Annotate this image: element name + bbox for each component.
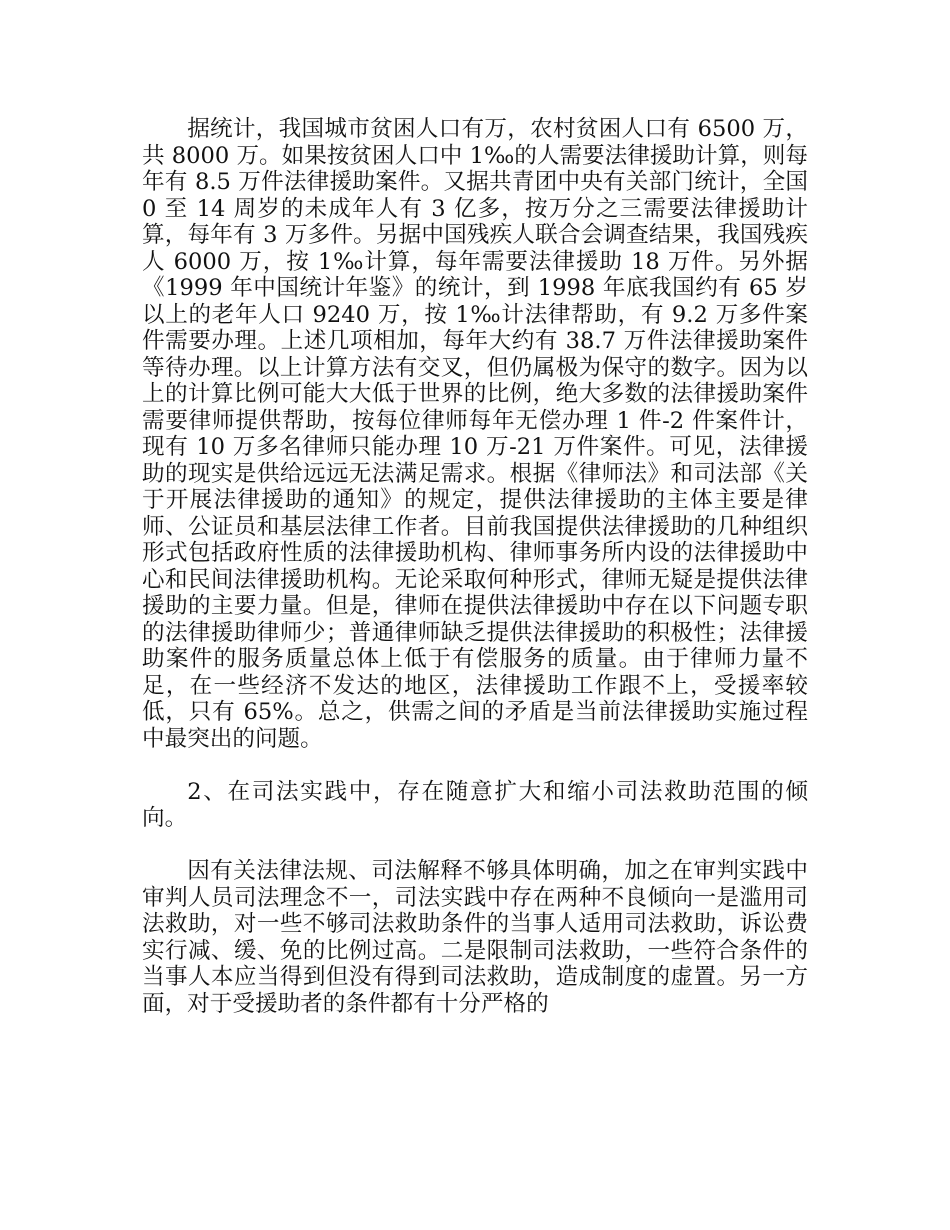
document-body bbox=[142, 116, 808, 1017]
paragraph-heading-2: 2、在司法实践中，存在随意扩大和缩小司法救助范围的倾向。 bbox=[142, 778, 808, 831]
paragraph-judicial-practice: 因有关法律法规、司法解释不够具体明确，加之在审判实践中审判人员司法理念不一，司法实践中存在两种不良倾向一是滥用司法救助，对一些不够司法救助条件的当事人适用司法救助，诉讼费实行减、缓、免的比例过高。二是限制司法救助，一些符合条件的当事人本应当得到但没有得到司法救助，造成制度的虚置。另一方面，对于受援助者的条件都有十分严格的 bbox=[142, 858, 808, 1017]
paragraph-statistics: 据统计，我国城市贫困人口有万，农村贫困人口有 6500 万，共 8000 万。如果按贫困人口中 1‰的人需要法律援助计算，则每年有 8.5 万件法律援助案件。又据共青团中央有关部门统计，全国 0 至 14 周岁的未成年人有 3 亿多，按万分之三需要法律援助计算，每年有 3 万多件。另据中国残疾人联合会调查结果，我国残疾人 6000 万，按 1‰计算，每年需要法律援助 18 万件。另外据《1999 年中国统计年鉴》的统计，到 1998 年底我国约有 65 岁以上的老年人口 9240 万，按 1‰计法律帮助，有 9.2 万多件案件需要办理。上述几项相加，每年大约有 38.7 万件法律援助案件等待办理。以上计算方法有交叉，但仍属极为保守的数字。因为以上的计算比例可能大大低于世界的比例，绝大多数的法律援助案件需要律师提供帮助，按每位律师每年无偿办理 1 件-2 件案件计，现有 10 万多名律师只能办理 10 万-21 万件案件。可见，法律援助的现实是供给远远无法满足需求。根据《律师法》和司法部《关于开展法律援助的通知》的规定，提供法律援助的主体主要是律师、公证员和基层法律工作者。目前我国提供法律援助的几种组织形式包括政府性质的法律援助机构、律师事务所内设的法律援助中心和民间法律援助机构。无论采取何种形式，律师无疑是提供法律援助的主要力量。但是，律师在提供法律援助中存在以下问题专职的法律援助律师少；普通律师缺乏提供法律援助的积极性；法律援助案件的服务质量总体上低于有偿服务的质量。由于律师力量不足，在一些经济不发达的地区，法律援助工作跟不上，受援率较低，只有 65%。总之，供需之间的矛盾是当前法律援助实施过程中最突出的问题。 bbox=[142, 116, 808, 752]
